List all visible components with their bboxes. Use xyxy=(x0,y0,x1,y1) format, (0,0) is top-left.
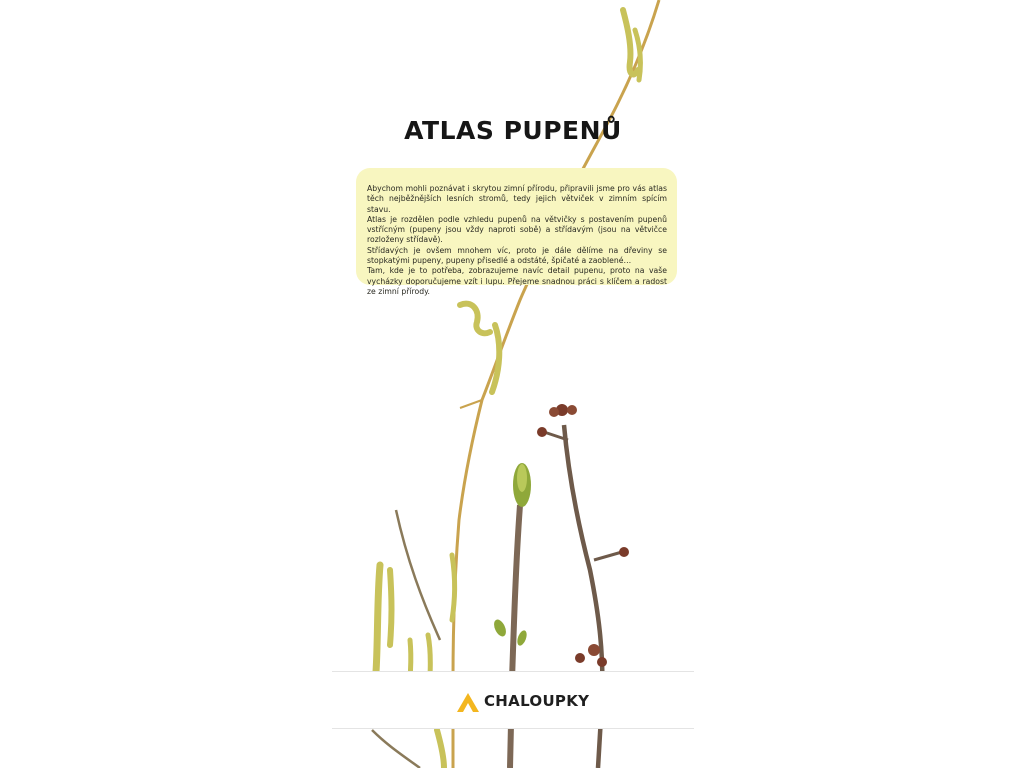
intro-paragraph-3: Střídavých je ovšem mnohem víc, proto je dále dělíme na dřeviny se stopkatými pupeny, pupeny přisedlé a odstáté, špičaté a zaoblené… xyxy=(367,245,667,266)
publisher-footer xyxy=(332,671,694,729)
page-title: ATLAS PUPENŮ xyxy=(404,116,622,145)
chaloupky-logo xyxy=(455,688,589,714)
intro-paragraph-2: Atlas je rozdělen podle vzhledu pupenů na větvičky s postavením pupenů vstřícným (pupeny jsou vždy naproti sobě) a střídavým (jsou na větvičce rozloženy střídavě). xyxy=(367,214,667,245)
chevron-logo-icon xyxy=(455,688,481,714)
intro-box xyxy=(356,168,677,296)
atlas-cover-page xyxy=(332,0,694,768)
intro-paragraph-1: Abychom mohli poznávat i skrytou zimní přírodu, připravili jsme pro vás atlas těch nejběžnějších lesních stromů, tedy jejich větviček v zimním spícím stavu. xyxy=(367,184,667,214)
brand-name: CHALOUPKY xyxy=(484,692,590,710)
intro-paragraph-4: Tam, kde je to potřeba, zobrazujeme navíc detail pupenu, proto na vaše vycházky doporučujeme vzít i lupu. Přejeme snadnou práci s klíčem a radost ze zimní přírody. xyxy=(367,266,667,296)
